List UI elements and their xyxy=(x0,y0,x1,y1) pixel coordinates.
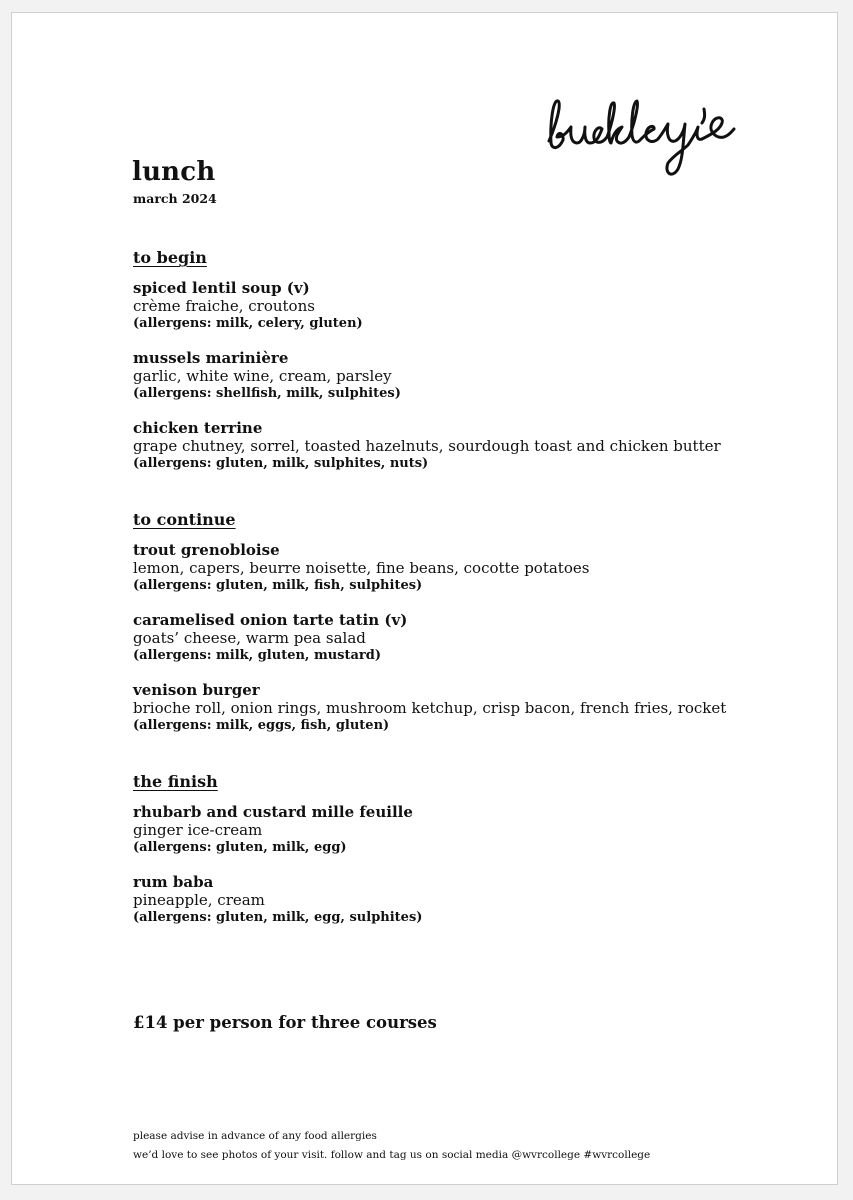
dish-description: brioche roll, onion rings, mushroom ketchup, crisp bacon, french fries, rocket xyxy=(133,699,727,717)
section-heading: the finish xyxy=(133,772,218,791)
dish-name: venison burger xyxy=(133,681,260,699)
section-to-continue xyxy=(133,511,726,751)
dish-description: lemon, capers, beurre noisette, fine beans, cocotte potatoes xyxy=(133,559,590,577)
allergy-note: please advise in advance of any food allergies xyxy=(133,1130,377,1142)
dish-name: trout grenobloise xyxy=(133,541,280,559)
dish-allergens: (allergens: gluten, milk, sulphites, nuts) xyxy=(133,456,429,471)
dish-description: goats’ cheese, warm pea salad xyxy=(133,629,366,647)
menu-item xyxy=(133,541,726,595)
price-note: £14 per person for three courses xyxy=(133,1013,437,1032)
dish-allergens: (allergens: gluten, milk, egg, sulphites) xyxy=(133,910,423,925)
page-title: lunch xyxy=(132,157,216,187)
dish-name: rhubarb and custard mille feuille xyxy=(133,803,413,821)
menu-item xyxy=(133,349,721,403)
section-to-begin xyxy=(133,249,721,489)
menu-page xyxy=(11,12,838,1185)
dish-description: garlic, white wine, cream, parsley xyxy=(133,367,392,385)
social-note: we’d love to see photos of your visit. follow and tag us on social media @wvrcollege #wvrcollege xyxy=(133,1149,651,1161)
menu-item xyxy=(133,419,721,473)
dish-allergens: (allergens: gluten, milk, fish, sulphites) xyxy=(133,578,423,593)
dish-allergens: (allergens: shellfish, milk, sulphites) xyxy=(133,386,401,401)
dish-name: rum baba xyxy=(133,873,214,891)
buckleys-logo xyxy=(544,93,794,188)
dish-name: caramelised onion tarte tatin (v) xyxy=(133,611,408,629)
menu-item xyxy=(133,681,726,735)
dish-allergens: (allergens: milk, celery, gluten) xyxy=(133,316,363,331)
dish-allergens: (allergens: gluten, milk, egg) xyxy=(133,840,347,855)
dish-allergens: (allergens: milk, gluten, mustard) xyxy=(133,648,382,663)
logo-script-stroke xyxy=(549,101,702,174)
menu-item xyxy=(133,873,422,927)
dish-name: chicken terrine xyxy=(133,419,263,437)
logo-final-s xyxy=(702,118,734,139)
dish-description: ginger ice-cream xyxy=(133,821,263,839)
dish-description: crème fraiche, croutons xyxy=(133,297,315,315)
dish-name: spiced lentil soup (v) xyxy=(133,279,310,297)
menu-item xyxy=(133,279,721,333)
menu-item xyxy=(133,611,726,665)
dish-allergens: (allergens: milk, eggs, fish, gluten) xyxy=(133,718,390,733)
menu-item xyxy=(133,803,422,857)
section-heading: to begin xyxy=(133,248,207,267)
dish-description: pineapple, cream xyxy=(133,891,265,909)
section-the-finish xyxy=(133,773,422,943)
menu-date: march 2024 xyxy=(133,191,217,206)
section-heading: to continue xyxy=(133,510,236,529)
dish-description: grape chutney, sorrel, toasted hazelnuts, sourdough toast and chicken butter xyxy=(133,437,721,455)
logo-apostrophe xyxy=(702,109,705,123)
dish-name: mussels marinière xyxy=(133,349,289,367)
